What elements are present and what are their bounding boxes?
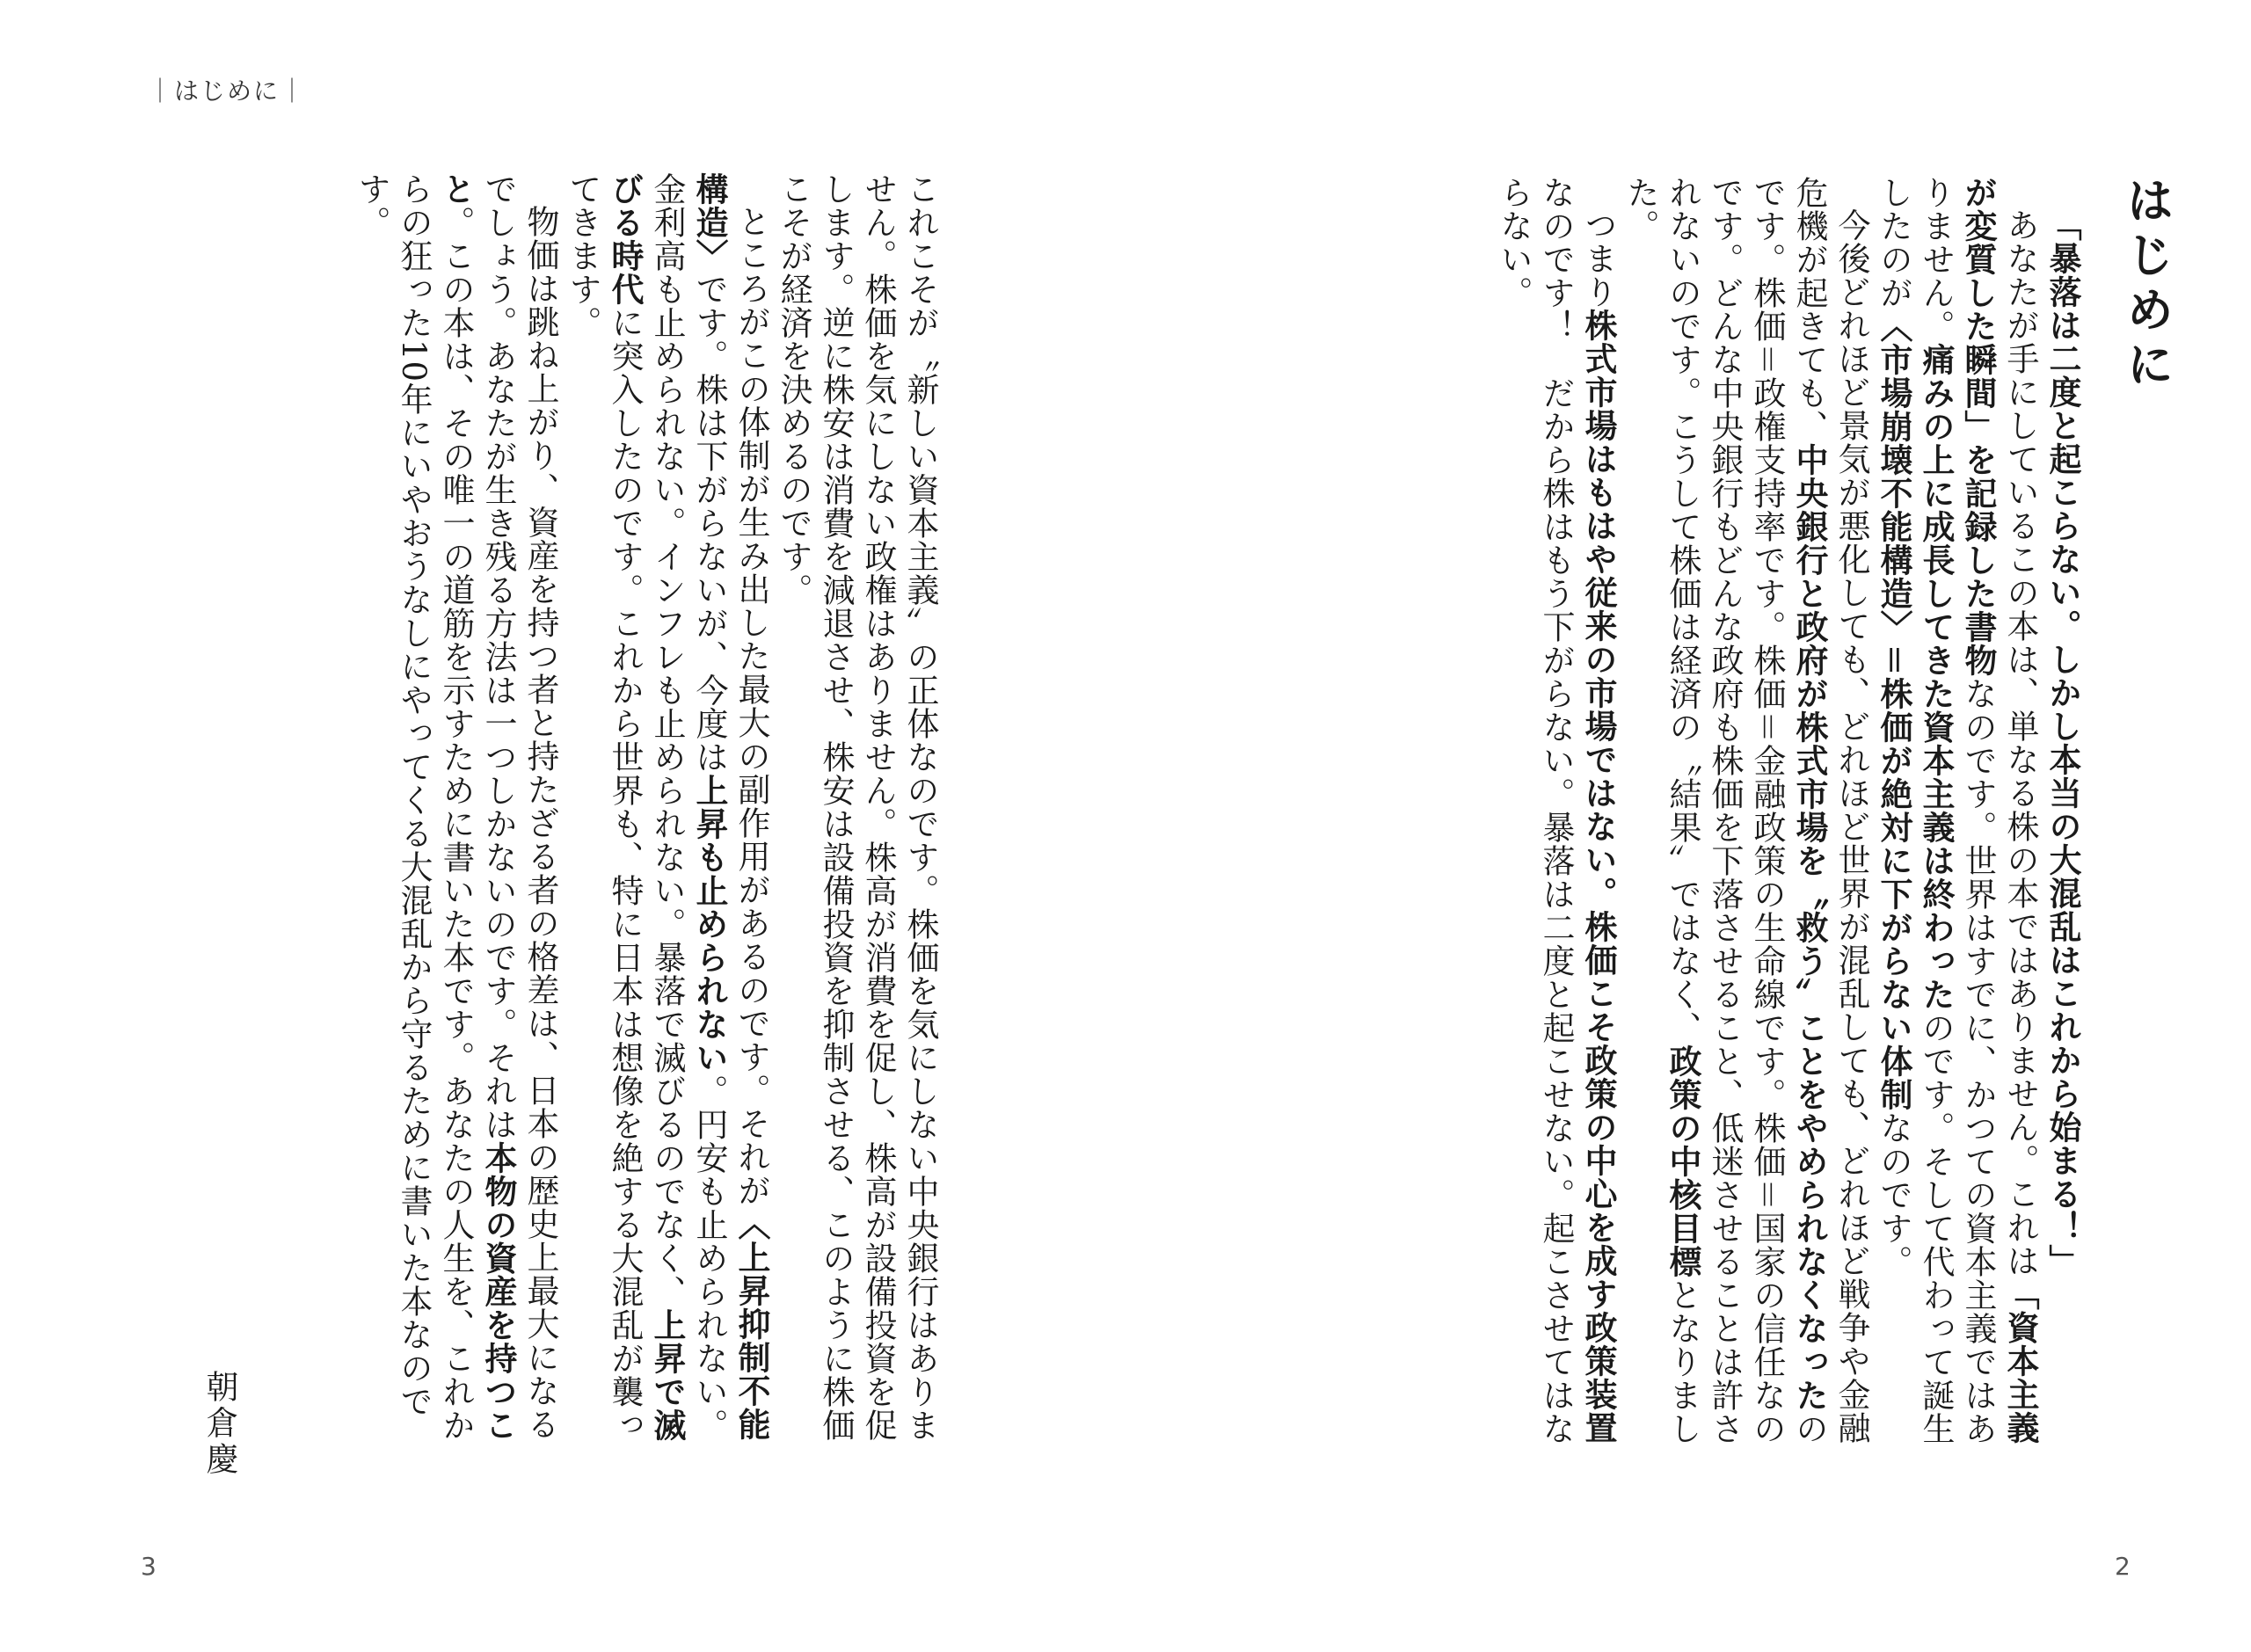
emphasis-text: 株式市場はもはや従来の市場ではない。株価こそ政策の中心を成す政策装置 <box>1579 309 1617 1445</box>
emphasis-text: 痛みの上に成長してきた資本主義は終わった <box>1917 343 1955 1011</box>
left-paragraph-2: ところがこの体制が生み出した最大の副作用があるのです。それが〈上昇抑制不能構造〉です。株は下がらないが、今度は上昇も止められない。円安も止められない。金利高も止められない。インフレも止められない。暴落で滅びるのでなく、上昇で滅びる時代に突入したのです。これから世界も、特に日本は想像を絶する大混乱が襲ってきます。 <box>564 172 770 1442</box>
emphasis-text: 〈上昇抑制不能構造〉 <box>690 172 770 1441</box>
emphasis-text: 〈市場崩壊不能構造〉＝株価が絶対に下がらない体制 <box>1875 309 1912 1111</box>
emphasis-text: を記録した書物 <box>1959 443 1997 677</box>
right-page <box>1126 0 2251 1652</box>
emphasis-text: 「資本主義が変質した瞬間」 <box>1959 176 2039 1445</box>
left-page-body <box>149 172 941 1474</box>
emphasis-text: 上昇も止められない <box>690 774 728 1074</box>
right-paragraph-1: あなたが手にしているこの本は、単なる株の本ではありません。これは「資本主義が変質した瞬間」を記録した書物なのです。世界はすでに、かつての資本主義ではありません。痛みの上に成長してきた資本主義は終わったのです。そして代わって誕生したのが〈市場崩壊不能構造〉＝株価が絶対に下がらない体制なのです。 <box>1875 176 2039 1445</box>
left-paragraph-3: 物価は跳ね上がり、資産を持つ者と持たざる者の格差は、日本の歴史上最大になるでしょう。あなたが生き残る方法は一つしかないのです。それは本物の資産を持つこと。この本は、その唯一の道筋を示すために書いた本です。あなたの人生を、これからの狂った10年にいやおうなしにやってくる大混乱から守るために書いた本なのです。 <box>353 172 559 1442</box>
left-paragraph-1: これこそが〝新しい資本主義〟の正体なのです。株価を気にしない中央銀行はありません。株価を気にしない政権はありません。株高が消費を促し、株高が設備投資を促します。逆に株安は消費を減退させ、株安は設備投資を抑制させる、このように株価こそが経済を決めるのです。 <box>775 172 939 1442</box>
author-signature: 朝倉慶 <box>200 1370 238 1478</box>
page-number-left: 3 <box>141 1552 157 1581</box>
running-head: ｜はじめに｜ <box>148 76 307 106</box>
emphasis-text: 本物の資産を持つこと <box>437 172 517 1442</box>
right-paragraph-2: 今後どれほど景気が悪化しても、どれほど世界が混乱しても、どれほど戦争や金融危機が起きても、中央銀行と政府が株式市場を〝救う〟ことをやめられなくなったのです。株価＝政権支持率です。株価＝金融政策の生命線です。株価＝国家の信任なのです。どんな中央銀行もどんな政府も株価を下落させること、低迷させることは許されないのです。こうして株価は経済の〝結果〟ではなく、政策の中核目標となりました。 <box>1621 176 1870 1445</box>
emphasis-text: 中央銀行と政府が株式市場を〝救う〟ことをやめられなくなった <box>1790 443 1828 1412</box>
page-number-right: 2 <box>2115 1552 2131 1581</box>
lead-quote: 「暴落は二度と起こらない。しかし本当の大混乱はこれから始まる！」 <box>2043 208 2081 1277</box>
emphasis-text: 上昇で滅びる時代 <box>606 172 686 1442</box>
chapter-title: はじめに <box>2119 176 2175 394</box>
right-paragraph-3: つまり株式市場はもはや従来の市場ではない。株価こそ政策の中心を成す政策装置なのです！ だから株はもう下がらない。暴落は二度と起こせない。起こさせてはならない。 <box>1495 176 1617 1445</box>
right-page-body <box>1156 176 2175 1477</box>
emphasis-text: 政策の中核目標 <box>1664 1044 1701 1278</box>
